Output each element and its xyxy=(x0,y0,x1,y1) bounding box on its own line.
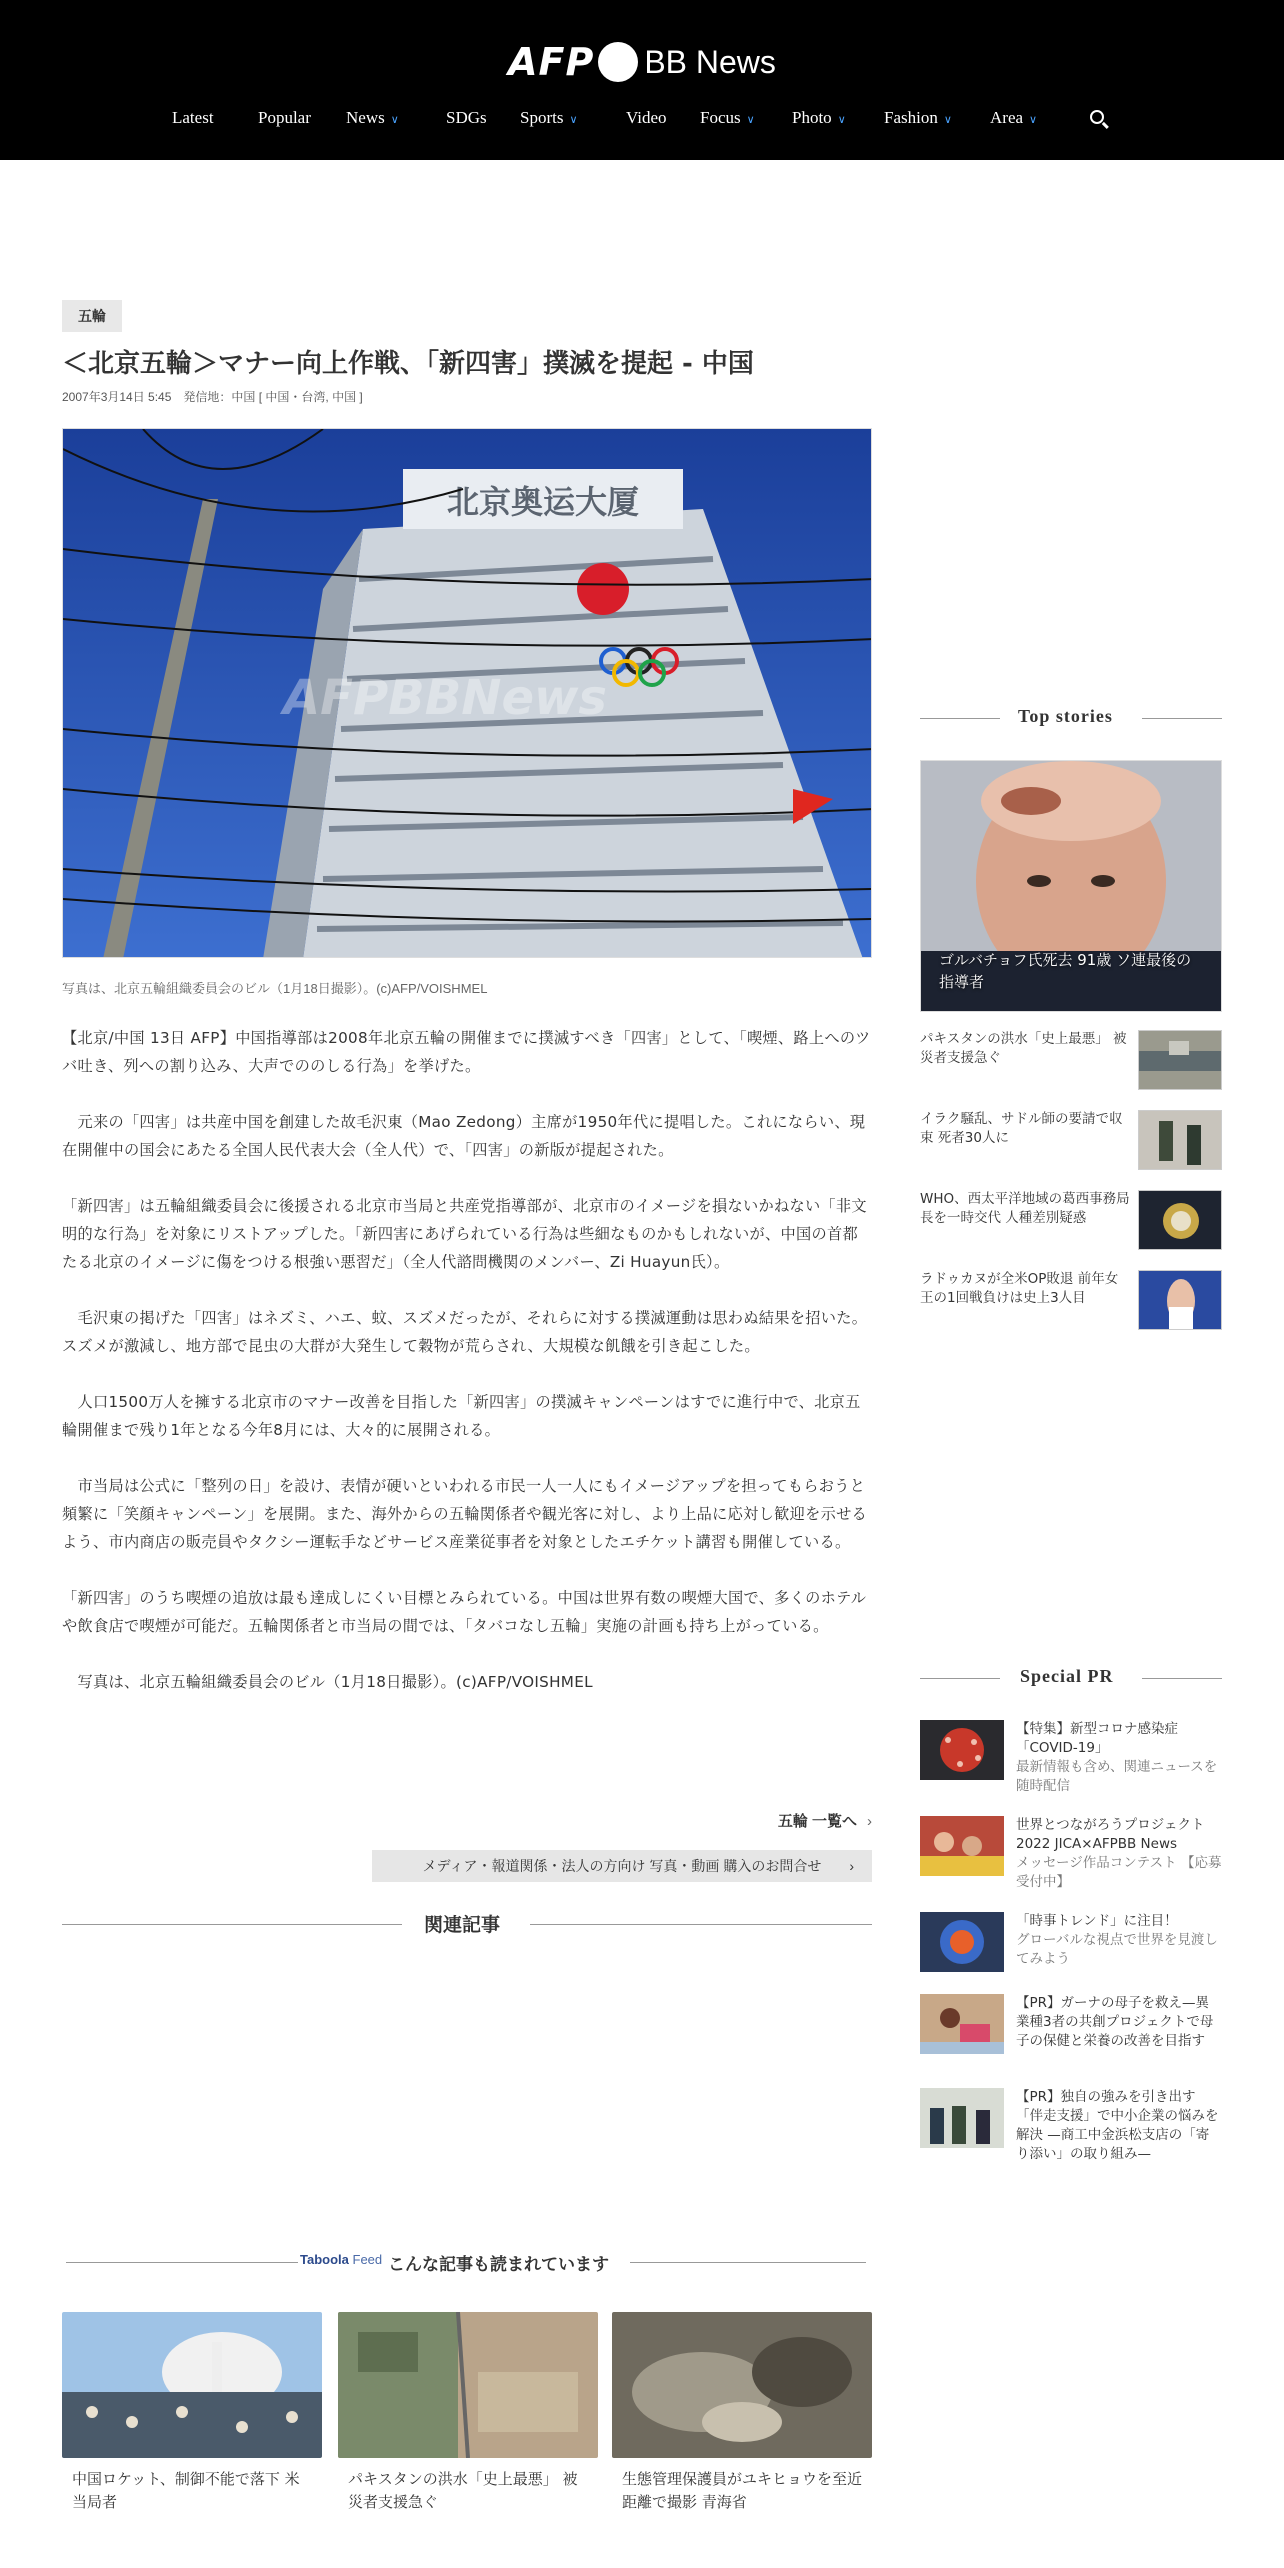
divider xyxy=(920,1678,1000,1679)
story-title: WHO、西太平洋地域の葛西事務局長を一時交代 人種差別疑惑 xyxy=(920,1191,1130,1226)
top-story-hero[interactable] xyxy=(920,760,1222,1012)
nav-item-sdgs[interactable] xyxy=(446,108,487,128)
pr-thumbnail xyxy=(920,2088,1004,2148)
search-icon[interactable] xyxy=(1090,110,1104,124)
pr-title: 【特集】新型コロナ感染症「COVID-19」 xyxy=(1016,1721,1178,1756)
taboola-feed-title: こんな記事も読まれています xyxy=(388,2255,609,2275)
category-list-link[interactable] xyxy=(778,1810,872,1831)
pr-title: 【PR】独自の強みを引き出す「伴走支援」で中小企業の悩みを解決 —商工中金浜松支店の「寄り添い」の取り組み— xyxy=(1016,2089,1219,2162)
nav-label: Popular xyxy=(258,108,311,127)
story-thumbnail xyxy=(1138,1110,1222,1170)
nav-item-area[interactable] xyxy=(990,108,1037,128)
chevron-down-icon: ∨ xyxy=(569,114,578,126)
article-title: ＜北京五輪＞マナー向上作戦、「新四害」撲滅を提起 - 中国 xyxy=(62,349,754,379)
chevron-down-icon: ∨ xyxy=(837,114,846,126)
divider xyxy=(62,1924,402,1925)
feed-caption: パキスタンの洪水「史上最悪」 被災者支援急ぐ xyxy=(348,2470,578,2511)
pr-subtitle: 最新情報も含め、関連ニュースを随時配信 xyxy=(1016,1759,1218,1794)
taboola-logo[interactable] xyxy=(300,2252,382,2267)
taboola-brand: Taboola xyxy=(300,2252,349,2267)
top-story-item[interactable] xyxy=(920,1190,1222,1250)
photo-caption: 写真は、北京五輪組織委員会のビル（1月18日撮影）。(c)AFP/VOISHMEL xyxy=(62,981,488,996)
article-paragraph: 「新四害」のうち喫煙の追放は最も達成しにくい目標とみられている。中国は世界有数の喫煙大国で、多くのホテルや飲食店で喫煙が可能だ。五輪関係者と市当局の間では、「タバコなし五輪」実施の計画も持ち上がっている。 xyxy=(62,1589,867,1635)
nav-label: Focus xyxy=(700,108,741,127)
divider xyxy=(920,718,1000,719)
feed-caption: 生態管理保護員がユキヒョウを至近距離で撮影 青海省 xyxy=(622,2470,863,2511)
story-title: ラドゥカヌが全米OP敗退 前年女王の1回戦負けは史上3人目 xyxy=(920,1271,1119,1306)
pr-item[interactable] xyxy=(920,1720,1222,1800)
article-photo xyxy=(62,428,872,958)
purchase-inquiry-button[interactable] xyxy=(372,1850,872,1882)
site-header xyxy=(0,0,1284,160)
article-paragraph: 【北京/中国 13日 AFP】中国指導部は2008年北京五輪の開催までに撲滅すべき「四害」として、「喫煙、路上へのツバ吐き、列への割り込み、大声でののしる行為」を挙げた。 xyxy=(62,1029,871,1075)
nav-label: Latest xyxy=(172,108,214,127)
story-title: パキスタンの洪水「史上最悪」 被災者支援急ぐ xyxy=(920,1031,1127,1066)
photo-watermark: AFPBBNews xyxy=(283,670,607,726)
top-stories-title: Top stories xyxy=(1018,706,1113,726)
chevron-down-icon: ∨ xyxy=(943,114,952,126)
nav-item-popular[interactable] xyxy=(258,108,311,128)
feed-card[interactable] xyxy=(338,2312,598,2514)
top-story-item[interactable] xyxy=(920,1030,1222,1090)
nav-label: Area xyxy=(990,108,1024,127)
nav-item-sports[interactable] xyxy=(520,108,578,128)
chevron-right-icon: › xyxy=(849,1858,854,1874)
logo-bbnews-text: BB News xyxy=(644,43,776,80)
article-body xyxy=(62,1024,872,1696)
story-title: イラク騒乱、サドル師の要請で収束 死者30人に xyxy=(920,1111,1123,1146)
feed-thumbnail xyxy=(338,2312,598,2458)
divider xyxy=(530,1924,872,1925)
pr-text xyxy=(1016,1912,1222,1969)
nav-item-video[interactable] xyxy=(626,108,667,128)
purchase-inquiry-label: メディア・報道関係・法人の方向け 写真・動画 購入のお問合せ xyxy=(422,1858,822,1874)
hero-caption: ゴルバチョフ氏死去 91歳 ソ連最後の指導者 xyxy=(939,951,1192,991)
article-paragraph: 写真は、北京五輪組織委員会のビル（1月18日撮影）。(c)AFP/VOISHMEL xyxy=(62,1673,593,1691)
article-paragraph: 元来の「四害」は共産中国を創建した故毛沢東（Mao Zedong）主席が1950年代に提唱した。これにならい、現在開催中の国会にあたる全国人民代表大会（全人代）で、「四害」の新版が提起された。 xyxy=(62,1113,866,1159)
logo-circle-icon xyxy=(598,42,638,82)
pr-item[interactable] xyxy=(920,1912,1222,1992)
main-nav xyxy=(0,108,1284,138)
pr-thumbnail xyxy=(920,1912,1004,1972)
pr-subtitle: メッセージ作品コンテスト 【応募受付中】 xyxy=(1016,1855,1222,1890)
chevron-down-icon: ∨ xyxy=(746,114,755,126)
article-paragraph: 「新四害」は五輪組織委員会に後援される北京市当局と共産党指導部が、北京市のイメージを損ないかねない「非文明的な行為」を対象にリストアップした。「新四害にあげられている行為は些細なものかもしれないが、中国の首都たる北京のイメージに傷をつける根強い悪習だ」（全人代諮問機関のメンバー、Zi Huayun氏）。 xyxy=(62,1197,867,1271)
story-thumbnail xyxy=(1138,1030,1222,1090)
building-photo-graphic xyxy=(63,429,872,958)
nav-label: Sports xyxy=(520,108,564,127)
pr-thumbnail xyxy=(920,1720,1004,1780)
nav-label: Video xyxy=(626,108,667,127)
nav-label: Photo xyxy=(792,108,832,127)
pr-subtitle: グローバルな視点で世界を見渡してみよう xyxy=(1016,1932,1218,1967)
nav-item-news[interactable] xyxy=(346,108,399,128)
feed-caption: 中国ロケット、制御不能で落下 米当局者 xyxy=(72,2470,300,2511)
top-story-item[interactable] xyxy=(920,1270,1222,1330)
pr-title: 世界とつながろうプロジェクト2022 JICA×AFPBB News xyxy=(1016,1817,1205,1852)
category-list-label: 五輪 一覧へ xyxy=(777,1813,857,1830)
nav-item-latest[interactable] xyxy=(172,108,214,128)
chevron-down-icon: ∨ xyxy=(1029,114,1038,126)
related-articles-title: 関連記事 xyxy=(424,1914,501,1936)
site-logo[interactable] xyxy=(0,38,1284,86)
pr-text xyxy=(1016,1994,1222,2051)
feed-card[interactable] xyxy=(612,2312,872,2514)
photo-building-sign: 北京奥运大厦 xyxy=(446,483,640,521)
pr-text xyxy=(1016,1816,1222,1892)
pr-item[interactable] xyxy=(920,2088,1222,2168)
special-pr-title: Special PR xyxy=(1020,1666,1114,1686)
chevron-down-icon: ∨ xyxy=(390,114,399,126)
article-paragraph: 毛沢東の掲げた「四害」はネズミ、ハエ、蚊、スズメだったが、それらに対する撲滅運動は思わぬ結果を招いた。スズメが激減し、地方部で昆虫の大群が大発生して穀物が荒らされ、大規模な飢餓を引き起こした。 xyxy=(62,1309,868,1355)
nav-item-photo[interactable] xyxy=(792,108,846,128)
nav-label: SDGs xyxy=(446,108,487,127)
logo-afp-text: AFP xyxy=(508,40,595,84)
divider xyxy=(1142,1678,1222,1679)
story-thumbnail xyxy=(1138,1190,1222,1250)
pr-thumbnail xyxy=(920,1994,1004,2054)
pr-thumbnail xyxy=(920,1816,1004,1876)
article-paragraph: 人口1500万人を擁する北京市のマナー改善を目指した「新四害」の撲滅キャンペーンはすでに進行中で、北京五輪開催まで残り1年となる今年8月には、大々的に展開される。 xyxy=(62,1393,861,1439)
feed-thumbnail xyxy=(612,2312,872,2458)
feed-thumbnail xyxy=(62,2312,322,2458)
feed-card[interactable] xyxy=(62,2312,322,2514)
pr-text xyxy=(1016,2088,1222,2164)
pr-title: 「時事トレンド」に注目！ xyxy=(1016,1913,1178,1929)
chevron-right-icon: › xyxy=(867,1813,872,1830)
taboola-feed-label: Feed xyxy=(352,2252,383,2267)
nav-label: Fashion xyxy=(884,108,938,127)
category-tag[interactable]: 五輪 xyxy=(62,300,122,332)
article-paragraph: 市当局は公式に「整列の日」を設け、表情が硬いといわれる市民一人一人にもイメージアップを担ってもらおうと頻繁に「笑顔キャンペーン」を展開。また、海外からの五輪関係者や観光客に対し、より上品に応対し歓迎を示せるよう、市内商店の販売員やタクシー運転手などサービス産業従事者を対象としたエチケット講習も開催している。 xyxy=(62,1477,868,1551)
article-meta: 2007年3月14日 5:45 発信地：中国 [ 中国・台湾, 中国 ] xyxy=(62,390,363,404)
story-thumbnail xyxy=(1138,1270,1222,1330)
pr-text xyxy=(1016,1720,1222,1796)
top-story-item[interactable] xyxy=(920,1110,1222,1170)
pr-item[interactable] xyxy=(920,1816,1222,1896)
divider xyxy=(630,2262,866,2263)
divider xyxy=(1142,718,1222,719)
pr-item[interactable] xyxy=(920,1994,1222,2074)
divider xyxy=(66,2262,298,2263)
nav-label: News xyxy=(346,108,385,127)
nav-item-focus[interactable] xyxy=(700,108,755,128)
nav-item-fashion[interactable] xyxy=(884,108,952,128)
pr-title: 【PR】ガーナの母子を救え—異業種3者の共創プロジェクトで母子の保健と栄養の改善を目指す xyxy=(1016,1995,1214,2049)
